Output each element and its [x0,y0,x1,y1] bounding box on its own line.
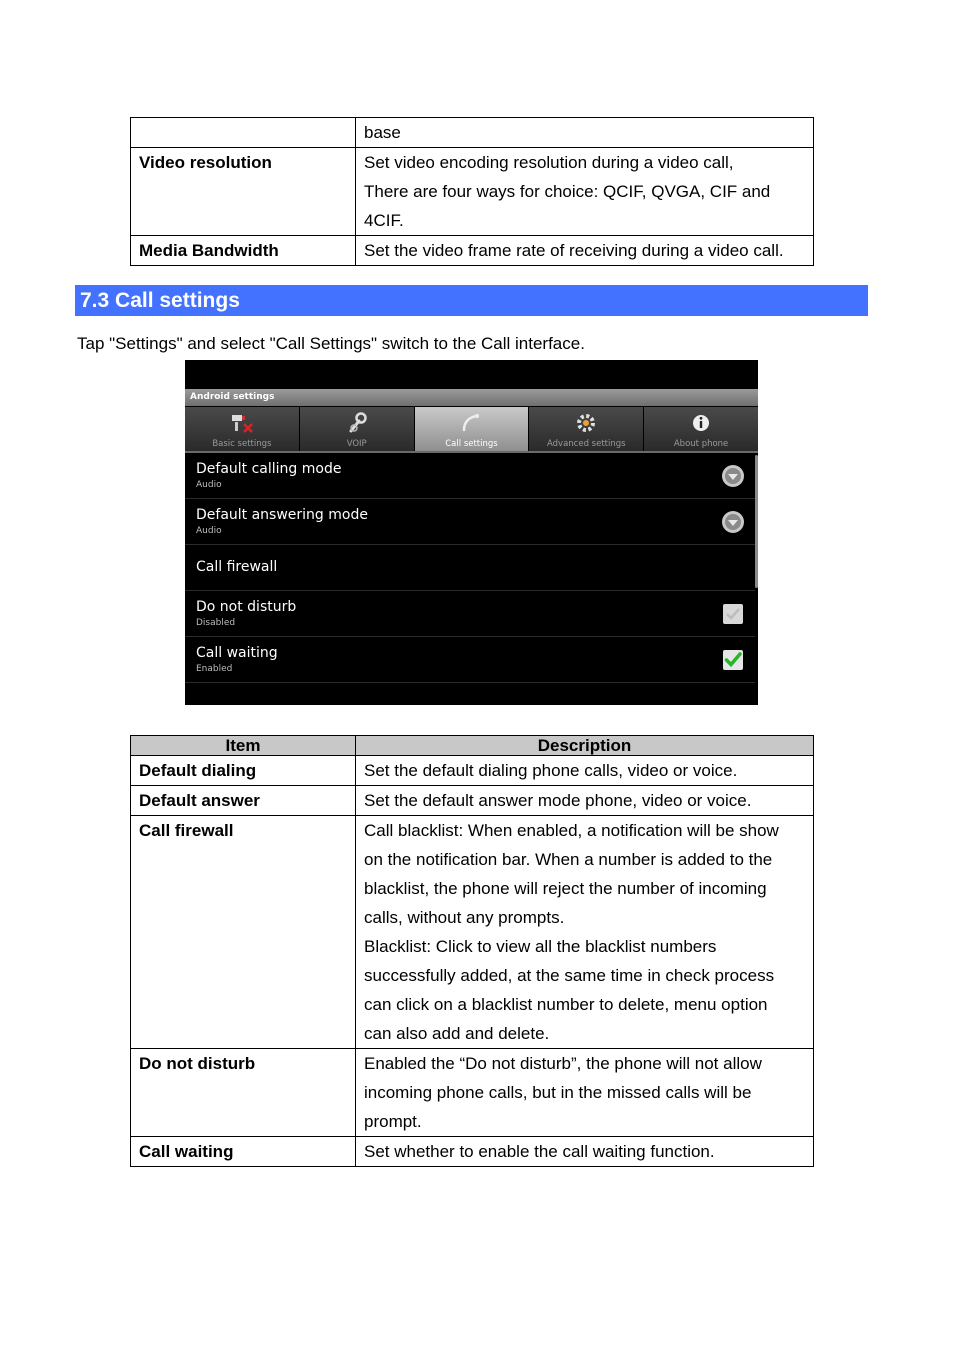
app-title-bar: Android settings [185,389,758,406]
description-cell: Set video encoding resolution during a video call, There are four ways for choice: QCIF, QVGA, CIF and 4CIF. [356,148,814,236]
setting-summary: Audio [196,480,222,490]
setting-title: Call firewall [196,559,278,575]
settings-table-continued [130,117,814,266]
description-cell: Set whether to enable the call waiting function. [356,1137,814,1167]
setting-call-firewall[interactable] [185,545,755,591]
unchecked-checkbox-icon[interactable] [721,602,745,626]
tab-basic-settings[interactable] [185,407,299,451]
item-cell [131,118,356,148]
setting-summary: Audio [196,526,222,536]
description-cell: base [356,118,814,148]
table-row [131,1137,814,1167]
table-row [131,236,814,266]
tab-label: Call settings [445,439,498,449]
setting-summary: Enabled [196,664,233,674]
tab-label: VOIP [346,439,367,449]
setting-call-waiting[interactable] [185,637,755,683]
tab-advanced-settings[interactable] [529,407,643,451]
item-cell: Video resolution [131,148,356,236]
intro-paragraph: Tap "Settings" and select "Call Settings" switch to the Call interface. [77,334,585,353]
setting-default-answering-mode[interactable] [185,499,755,545]
phone-handset-icon [459,412,483,439]
dropdown-arrow-icon[interactable] [721,464,745,488]
column-header-description: Description [356,736,814,756]
tab-label: Basic settings [212,439,272,449]
call-settings-list [185,453,755,683]
wrench-icon [345,412,369,439]
description-cell: Call blacklist: When enabled, a notification will be show on the notification bar. When a number is added to the blacklist, the phone will reject the number of incoming calls, without any prompts. Blacklist: Click to view all the blacklist numbers successfully added, at the same time in check process can click on a blacklist number to delete, menu option can also add and delete. [356,816,814,1049]
item-cell: Do not disturb [131,1049,356,1137]
gear-icon [574,412,598,439]
table-row [131,118,814,148]
setting-summary: Disabled [196,618,236,628]
tab-label: Advanced settings [546,439,626,449]
description-cell: Set the default answer mode phone, video or voice. [356,786,814,816]
item-cell: Call firewall [131,816,356,1049]
section-heading: 7.3 Call settings [75,285,868,316]
setting-title: Call waiting [196,645,278,661]
list-scrollbar[interactable] [755,455,758,588]
setting-do-not-disturb[interactable] [185,591,755,637]
setting-title: Default answering mode [196,507,368,523]
description-cell: Set the video frame rate of receiving during a video call. [356,236,814,266]
settings-tab-bar [185,407,758,451]
tab-call-settings[interactable] [415,407,529,451]
item-cell: Media Bandwidth [131,236,356,266]
network-settings-icon [230,412,254,439]
column-header-item: Item [131,736,356,756]
item-cell: Call waiting [131,1137,356,1167]
setting-title: Default calling mode [196,461,342,477]
table-row [131,816,814,1049]
table-row [131,148,814,236]
call-settings-table [130,735,814,1167]
setting-default-calling-mode[interactable] [185,453,755,499]
checked-checkbox-icon[interactable] [721,648,745,672]
dropdown-arrow-icon[interactable] [721,510,745,534]
description-cell: Set the default dialing phone calls, video or voice. [356,756,814,786]
table-row [131,786,814,816]
info-icon [689,412,713,439]
tab-voip[interactable] [300,407,414,451]
tab-about-phone[interactable] [644,407,758,451]
item-cell: Default answer [131,786,356,816]
table-header-row [131,736,814,756]
table-row [131,1049,814,1137]
tab-label: About phone [673,439,729,449]
android-settings-screenshot [185,360,758,705]
description-cell: Enabled the “Do not disturb”, the phone will not allow incoming phone calls, but in the missed calls will be prompt. [356,1049,814,1137]
table-row [131,756,814,786]
setting-title: Do not disturb [196,599,297,615]
item-cell: Default dialing [131,756,356,786]
